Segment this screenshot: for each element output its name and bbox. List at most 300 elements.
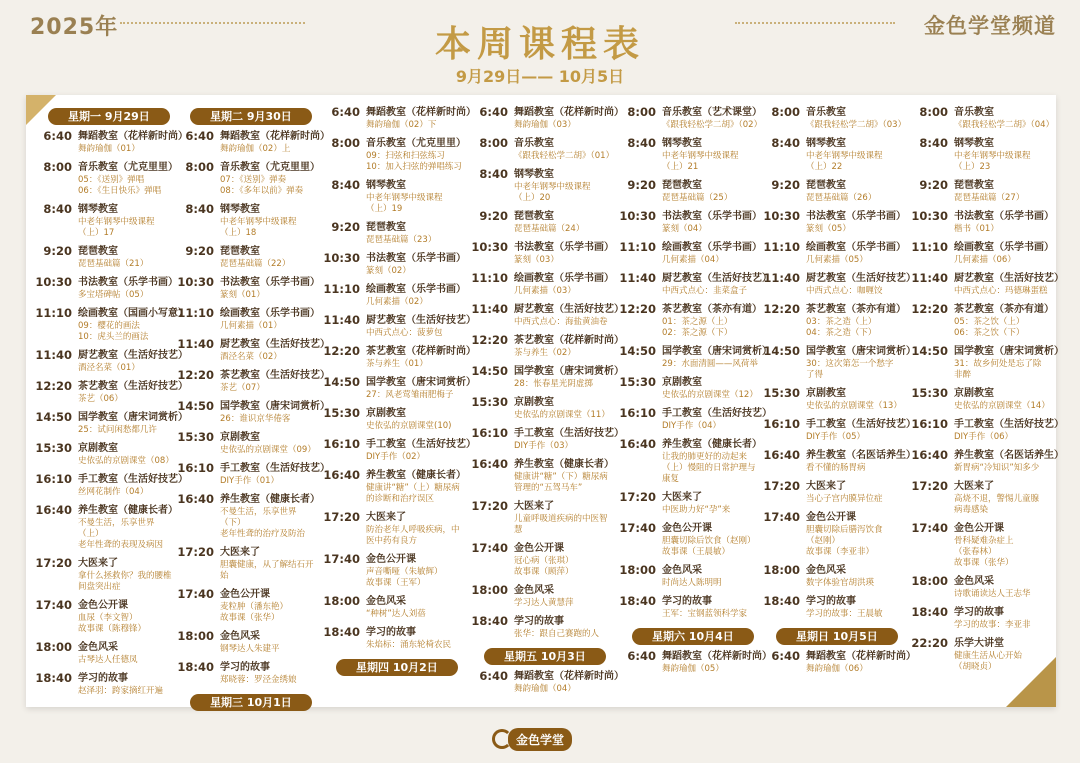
entry-time: 18:40	[323, 625, 360, 639]
schedule-entry	[176, 430, 318, 456]
entry-title: 钢琴教室	[514, 169, 554, 180]
entry-detail: 31：故乡何处是忘了除 非醉	[954, 359, 1042, 380]
entry-title: 学习的故事	[78, 673, 128, 684]
entry-detail: 舞韵瑜伽（06）	[806, 664, 868, 674]
entry-time: 9:20	[771, 178, 800, 192]
entry-title: 厨艺教室（生活好技艺）	[78, 350, 188, 361]
entry-detail: 声音嘶哑（朱敏辉） 故事课（王军）	[366, 567, 443, 588]
entry-detail: DIY手作（05）	[806, 432, 866, 442]
entry-detail: 26：谁识京华倦客	[220, 414, 291, 424]
schedule-entry	[618, 406, 772, 432]
entry-detail: 琵琶基础篇（27）	[954, 193, 1025, 203]
entry-time: 11:40	[763, 271, 800, 285]
entry-detail: 琵琶基础篇（23）	[366, 235, 437, 245]
entry-detail: 几何素描（06）	[954, 255, 1016, 265]
entry-title: 音乐教室	[806, 107, 846, 118]
entry-title: 金色风采	[220, 631, 260, 642]
entry-title: 琵琶教室	[220, 246, 260, 257]
entry-time: 14:50	[619, 344, 656, 358]
entry-time: 18:40	[619, 594, 656, 608]
day-column	[176, 105, 330, 715]
entry-time: 18:40	[35, 671, 72, 685]
day-header: 星期日 10月5日	[776, 628, 898, 645]
entry-title: 金色公开课	[806, 512, 856, 523]
entry-time: 22:20	[911, 636, 948, 650]
entry-time: 9:20	[627, 178, 656, 192]
entry-title: 手工教室（生活好技艺）	[662, 408, 772, 419]
entry-title: 书法教室（乐学书画）	[806, 211, 906, 222]
schedule-entry	[618, 375, 760, 401]
entry-time: 11:10	[323, 282, 360, 296]
entry-time: 17:20	[177, 545, 214, 559]
schedule-entry	[470, 209, 612, 235]
schedule-entry	[618, 178, 760, 204]
entry-title: 手工教室（生活好技艺）	[78, 474, 188, 485]
entry-title: 厨艺教室（生活好技艺）	[514, 304, 624, 315]
schedule-entry	[176, 399, 330, 425]
schedule-entry	[470, 426, 624, 452]
entry-title: 琵琶教室	[366, 222, 406, 233]
entry-time: 8:00	[479, 136, 508, 150]
schedule-entry	[762, 344, 916, 381]
schedule-entry	[34, 640, 176, 666]
schedule-entry	[762, 136, 904, 173]
entry-detail: 史依弘的京剧课堂（14）	[954, 401, 1050, 411]
entry-detail: 史依弘的京剧课堂（13）	[806, 401, 902, 411]
schedule-entry	[176, 306, 318, 332]
schedule-entry	[910, 574, 1052, 600]
entry-detail: 学习达人黄慧萍	[514, 598, 574, 608]
entry-time: 15:30	[619, 375, 656, 389]
entry-time: 8:00	[919, 105, 948, 119]
entry-title: 国学教室（唐宋词赏析）	[78, 412, 188, 423]
schedule-entry	[322, 552, 464, 589]
entry-detail: 拿什么拯救你？我的腰椎 间盘突出症	[78, 571, 172, 592]
entry-detail: 中西式点心：韭菜盒子	[662, 286, 748, 296]
schedule-entry	[322, 136, 464, 173]
entry-detail: 几何素描（05）	[806, 255, 868, 265]
entry-time: 12:20	[619, 302, 656, 316]
schedule-entry	[762, 479, 904, 505]
schedule-entry	[34, 306, 188, 343]
entry-time: 9:20	[479, 209, 508, 223]
entry-detail: 《跟我轻松学二胡》（02）	[662, 120, 763, 130]
schedule-entry	[910, 178, 1052, 204]
entry-detail: 儿童呼吸道疾病的中医智慧	[514, 514, 608, 535]
entry-title: 钢琴教室	[220, 204, 260, 215]
schedule-entry	[34, 503, 176, 551]
year-label: 2025年	[30, 15, 119, 40]
entry-detail: 酒泾名菜（01）	[78, 363, 140, 373]
entry-title: 琵琶教室	[806, 180, 846, 191]
schedule-entry	[910, 271, 1064, 297]
schedule-entry	[618, 437, 760, 485]
entry-detail: 琵琶基础篇（21）	[78, 259, 149, 269]
entry-title: 书法教室（乐学书画）	[78, 277, 178, 288]
schedule-entry	[470, 583, 612, 609]
day-header: 星期一 9月29日	[48, 108, 170, 125]
schedule-entry	[470, 457, 612, 494]
entry-time: 8:00	[771, 105, 800, 119]
entry-time: 6:40	[771, 649, 800, 663]
entry-detail: 琵琶基础篇（22）	[220, 259, 291, 269]
brand-logo-text: 金色学堂频道	[924, 14, 1056, 38]
entry-title: 学习的故事	[954, 607, 1004, 618]
entry-title: 养生教室（健康长者）	[662, 439, 762, 450]
entry-detail: 看不懂的肠胃病	[806, 463, 866, 473]
entry-detail: DIY手作（04）	[662, 421, 722, 431]
schedule-entry	[322, 468, 464, 505]
entry-time: 10:30	[323, 251, 360, 265]
entry-detail: 几何素描（01）	[220, 321, 282, 331]
entry-title: 京剧教室	[366, 408, 406, 419]
day-header: 星期六 10月4日	[632, 628, 754, 645]
entry-detail: 舞韵瑜伽（02）下	[366, 120, 437, 130]
entry-time: 8:00	[627, 105, 656, 119]
entry-detail: 时尚达人陈明明	[662, 578, 722, 588]
entry-title: 金色公开课	[662, 523, 712, 534]
schedule-entry	[762, 209, 904, 235]
entry-time: 10:30	[471, 240, 508, 254]
schedule-entry	[322, 251, 464, 277]
entry-detail: 麦粒肿（潘东艳） 故事课（张华）	[220, 602, 289, 623]
schedule-entry	[176, 492, 318, 540]
entry-title: 舞蹈教室（花样新时尚）	[78, 131, 188, 142]
schedule-entry	[34, 671, 176, 697]
logo-text: 金色学堂	[508, 728, 572, 751]
entry-title: 金色风采	[366, 596, 406, 607]
schedule-entry	[470, 541, 612, 578]
entry-detail: 05：《送别》弹唱 06：《生日快乐》弹唱	[78, 175, 162, 196]
entry-detail: 09：樱花的画法 10：虎头兰的画法	[78, 321, 149, 342]
schedule-entry	[34, 441, 176, 467]
entry-time: 11:40	[177, 337, 214, 351]
entry-title: 金色公开课	[78, 600, 128, 611]
entry-time: 8:40	[919, 136, 948, 150]
entry-title: 金色公开课	[366, 554, 416, 565]
entry-time: 12:20	[763, 302, 800, 316]
day-column	[762, 105, 916, 680]
entry-title: 养生教室（健康长者）	[366, 470, 466, 481]
entry-detail: DIY手作（01）	[220, 476, 280, 486]
entry-time: 6:40	[43, 129, 72, 143]
entry-title: 茶艺教室（花样新时尚）	[514, 335, 624, 346]
entry-title: 厨艺教室（生活好技艺）	[954, 273, 1064, 284]
entry-detail: 03：茶之造（上） 04：茶之造（下）	[806, 317, 877, 338]
entry-title: 京剧教室	[662, 377, 702, 388]
entry-title: 乐学大讲堂	[954, 638, 1004, 649]
entry-time: 8:00	[331, 136, 360, 150]
entry-title: 音乐教室	[514, 138, 554, 149]
entry-time: 8:40	[331, 178, 360, 192]
entry-time: 11:40	[619, 271, 656, 285]
schedule-entry	[34, 410, 188, 436]
entry-title: 舞蹈教室（花样新时尚）	[514, 107, 624, 118]
entry-time: 18:00	[763, 563, 800, 577]
schedule-entry	[34, 160, 176, 197]
schedule-entry	[34, 556, 176, 593]
entry-detail: 史依弘的京剧课堂（11）	[514, 410, 610, 420]
entry-time: 16:40	[619, 437, 656, 451]
entry-time: 16:40	[763, 448, 800, 462]
entry-time: 14:50	[763, 344, 800, 358]
entry-time: 16:10	[619, 406, 656, 420]
schedule-entry	[34, 472, 188, 498]
entry-detail: 琵琶基础篇（25）	[662, 193, 733, 203]
entry-title: 国学教室（唐宋词赏析）	[366, 377, 476, 388]
entry-title: 厨艺教室（生活好技艺）	[366, 315, 476, 326]
entry-detail: 不曼生活，乐享世界（上） 老年性聋的表现及病因	[78, 518, 164, 550]
entry-time: 16:40	[35, 503, 72, 517]
schedule-entry	[618, 344, 772, 370]
entry-time: 15:30	[35, 441, 72, 455]
entry-detail: 中老年钢琴中级课程 （上）19	[366, 193, 443, 214]
entry-time: 17:40	[911, 521, 948, 535]
entry-title: 音乐教室	[954, 107, 994, 118]
entry-time: 16:10	[35, 472, 72, 486]
day-column	[34, 105, 188, 702]
entry-detail: 05：茶之饮（上） 06：茶之饮（下）	[954, 317, 1025, 338]
schedule-entry	[762, 386, 904, 412]
entry-time: 6:40	[479, 105, 508, 119]
entry-time: 18:00	[177, 629, 214, 643]
entry-detail: 中老年钢琴中级课程 （上）17	[78, 217, 155, 238]
entry-time: 11:10	[763, 240, 800, 254]
entry-detail: 胆囊切除后膳泻饮食 （赵刚） 故事课（李亚非）	[806, 525, 883, 557]
schedule-entry	[176, 275, 318, 301]
entry-title: 手工教室（生活好技艺）	[806, 419, 916, 430]
schedule-entry	[322, 220, 464, 246]
entry-title: 书法教室（乐学书画）	[954, 211, 1054, 222]
entry-time: 9:20	[331, 220, 360, 234]
schedule-entry	[618, 240, 760, 266]
entry-title: 养生教室（名医话养生）	[954, 450, 1064, 461]
entry-title: 手工教室（生活好技艺）	[514, 428, 624, 439]
schedule-entry	[762, 510, 904, 558]
entry-title: 茶艺教室（生活好技艺）	[78, 381, 188, 392]
entry-title: 学习的故事	[366, 627, 416, 638]
entry-detail: 高烧不退，警惕儿童腺 病毒感染	[954, 494, 1040, 515]
entry-title: 书法教室（乐学书画）	[514, 242, 614, 253]
entry-detail: 篆刻（05）	[806, 224, 851, 234]
entry-time: 10:30	[177, 275, 214, 289]
schedule-entry	[618, 594, 760, 620]
schedule-entry	[618, 136, 760, 173]
schedule-entry	[762, 302, 904, 339]
entry-time: 8:40	[627, 136, 656, 150]
entry-time: 11:10	[619, 240, 656, 254]
schedule-entry	[34, 129, 188, 155]
schedule-entry	[762, 649, 916, 675]
entry-detail: 09：扫弦和扫弦练习 10：加入扫弦的弹唱练习	[366, 151, 462, 172]
entry-detail: 篆刻（04）	[662, 224, 707, 234]
entry-time: 18:00	[323, 594, 360, 608]
entry-detail: 史依弘的京剧课堂（09）	[220, 445, 316, 455]
entry-time: 12:20	[911, 302, 948, 316]
schedule-entry	[618, 302, 760, 339]
entry-time: 18:00	[35, 640, 72, 654]
entry-title: 厨艺教室（生活好技艺）	[220, 339, 330, 350]
entry-title: 绘画教室（国画小写意）	[78, 308, 188, 319]
entry-title: 京剧教室	[78, 443, 118, 454]
entry-time: 18:40	[911, 605, 948, 619]
entry-time: 11:10	[911, 240, 948, 254]
entry-time: 6:40	[331, 105, 360, 119]
schedule-entry	[34, 275, 176, 301]
entry-detail: 28：怅春星光阴虚掷	[514, 379, 593, 389]
entry-title: 大医来了	[954, 481, 994, 492]
schedule-entry	[470, 240, 612, 266]
entry-title: 钢琴教室	[78, 204, 118, 215]
entry-time: 16:40	[911, 448, 948, 462]
entry-detail: 茶艺（06）	[78, 394, 123, 404]
entry-detail: 篆刻（03）	[514, 255, 559, 265]
schedule-entry	[762, 417, 916, 443]
entry-time: 17:20	[911, 479, 948, 493]
entry-title: 茶艺教室（生活好技艺）	[220, 370, 330, 381]
entry-time: 17:40	[177, 587, 214, 601]
entry-time: 8:00	[185, 160, 214, 174]
entry-detail: 史依弘的京剧课堂（08）	[78, 456, 174, 466]
entry-title: 国学教室（唐宋词赏析）	[662, 346, 772, 357]
entry-title: 大医来了	[514, 501, 554, 512]
entry-title: 茶艺教室（花样新时尚）	[366, 346, 476, 357]
entry-detail: 舞韵瑜伽（04）	[514, 684, 576, 694]
entry-time: 17:40	[619, 521, 656, 535]
entry-detail: DIY手作（02）	[366, 452, 426, 462]
entry-detail: 古琴达人任德凤	[78, 655, 138, 665]
entry-title: 钢琴教室	[954, 138, 994, 149]
entry-time: 15:30	[323, 406, 360, 420]
entry-detail: 中老年钢琴中级课程 （上）21	[662, 151, 739, 172]
entry-time: 11:40	[35, 348, 72, 362]
entry-detail: 郑晓蓉：罗泾金绣娘	[220, 675, 297, 685]
entry-title: 琵琶教室	[662, 180, 702, 191]
entry-time: 8:40	[479, 167, 508, 181]
entry-title: 金色公开课	[220, 589, 270, 600]
entry-detail: “种树”达人刘蓓	[366, 609, 426, 619]
entry-title: 绘画教室（乐学书画）	[220, 308, 320, 319]
entry-title: 绘画教室（乐学书画）	[514, 273, 614, 284]
schedule-entry	[470, 364, 624, 390]
schedule-entry	[34, 348, 188, 374]
schedule-entry	[470, 302, 624, 328]
schedule-entry	[470, 167, 612, 204]
entry-detail: 07：《送别》弹奏 08：《多年以前》弹奏	[220, 175, 304, 196]
entry-title: 学习的故事	[220, 662, 270, 673]
entry-detail: 中西式点心：玛德琳蛋糕	[954, 286, 1048, 296]
schedule-entry	[910, 136, 1052, 173]
entry-time: 11:10	[35, 306, 72, 320]
entry-time: 12:20	[35, 379, 72, 393]
entry-title: 舞蹈教室（花样新时尚）	[514, 671, 624, 682]
schedule-entry	[322, 406, 464, 432]
entry-detail: 中医助力好“孕”来	[662, 505, 731, 515]
schedule-entry	[322, 375, 476, 401]
entry-title: 手工教室（生活好技艺）	[366, 439, 476, 450]
entry-detail: 钢琴达人朱建平	[220, 644, 280, 654]
entry-title: 琵琶教室	[954, 180, 994, 191]
schedule-entry	[176, 545, 318, 582]
page-title: 本周课程表	[434, 24, 645, 65]
entry-time: 16:40	[323, 468, 360, 482]
entry-title: 京剧教室	[954, 388, 994, 399]
schedule-entry	[618, 521, 760, 558]
entry-time: 8:00	[43, 160, 72, 174]
entry-time: 15:30	[177, 430, 214, 444]
entry-detail: 舞韵瑜伽（01）	[78, 144, 140, 154]
entry-title: 音乐教室（尤克里里）	[78, 162, 178, 173]
entry-title: 金色风采	[806, 565, 846, 576]
entry-title: 养生教室（名医话养生）	[806, 450, 916, 461]
entry-time: 12:20	[177, 368, 214, 382]
entry-time: 15:30	[911, 386, 948, 400]
schedule-entry	[470, 395, 612, 421]
entry-title: 书法教室（乐学书画）	[662, 211, 762, 222]
entry-title: 学习的故事	[662, 596, 712, 607]
day-header: 星期四 10月2日	[336, 659, 458, 676]
day-column	[618, 105, 772, 680]
schedule-entry	[322, 105, 476, 131]
entry-title: 手工教室（生活好技艺）	[220, 463, 330, 474]
entry-title: 大医来了	[806, 481, 846, 492]
entry-title: 舞蹈教室（花样新时尚）	[662, 651, 772, 662]
schedule-entry	[762, 448, 916, 474]
day-header: 星期二 9月30日	[190, 108, 312, 125]
entry-title: 琵琶教室	[514, 211, 554, 222]
entry-title: 国学教室（唐宋词赏析）	[220, 401, 330, 412]
schedule-entry	[910, 521, 1052, 569]
entry-detail: 几何素描（02）	[366, 297, 428, 307]
day-header: 星期五 10月3日	[484, 648, 606, 665]
entry-title: 国学教室（唐宋词赏析）	[954, 346, 1064, 357]
entry-detail: DIY手作（06）	[954, 432, 1014, 442]
entry-detail: 篆刻（01）	[220, 290, 265, 300]
schedule-entry	[910, 105, 1055, 131]
entry-detail: 中老年钢琴中级课程 （上）23	[954, 151, 1031, 172]
entry-time: 10:30	[619, 209, 656, 223]
schedule-entry	[910, 636, 1052, 673]
schedule-entry	[618, 563, 760, 589]
schedule-entry	[618, 649, 772, 675]
entry-title: 茶艺教室（茶亦有道）	[806, 304, 906, 315]
entry-time: 10:30	[763, 209, 800, 223]
day-header: 星期三 10月1日	[190, 694, 312, 711]
entry-title: 钢琴教室	[806, 138, 846, 149]
entry-title: 绘画教室（乐学书画）	[954, 242, 1054, 253]
entry-title: 国学教室（唐宋词赏析）	[806, 346, 916, 357]
entry-title: 京剧教室	[806, 388, 846, 399]
entry-title: 钢琴教室	[662, 138, 702, 149]
entry-time: 9:20	[43, 244, 72, 258]
schedule-entry	[176, 660, 318, 686]
entry-title: 厨艺教室（生活好技艺）	[662, 273, 772, 284]
entry-time: 18:00	[471, 583, 508, 597]
entry-detail: 数字体验官胡洪瑛	[806, 578, 875, 588]
schedule-entry	[322, 344, 476, 370]
schedule-entry	[322, 178, 464, 215]
entry-detail: 骨科疑难杂症上 （张春林） 故事课（张华）	[954, 536, 1014, 568]
entry-detail: 《跟我轻松学二胡》（04）	[954, 120, 1055, 130]
entry-detail: 01：茶之源（上） 02：茶之源（下）	[662, 317, 733, 338]
entry-title: 琵琶教室	[78, 246, 118, 257]
entry-title: 音乐教室（尤克里里）	[366, 138, 466, 149]
entry-title: 学习的故事	[514, 616, 564, 627]
entry-title: 舞蹈教室（花样新时尚）	[366, 107, 476, 118]
entry-time: 10:30	[911, 209, 948, 223]
schedule-entry	[618, 209, 760, 235]
entry-time: 12:20	[323, 344, 360, 358]
